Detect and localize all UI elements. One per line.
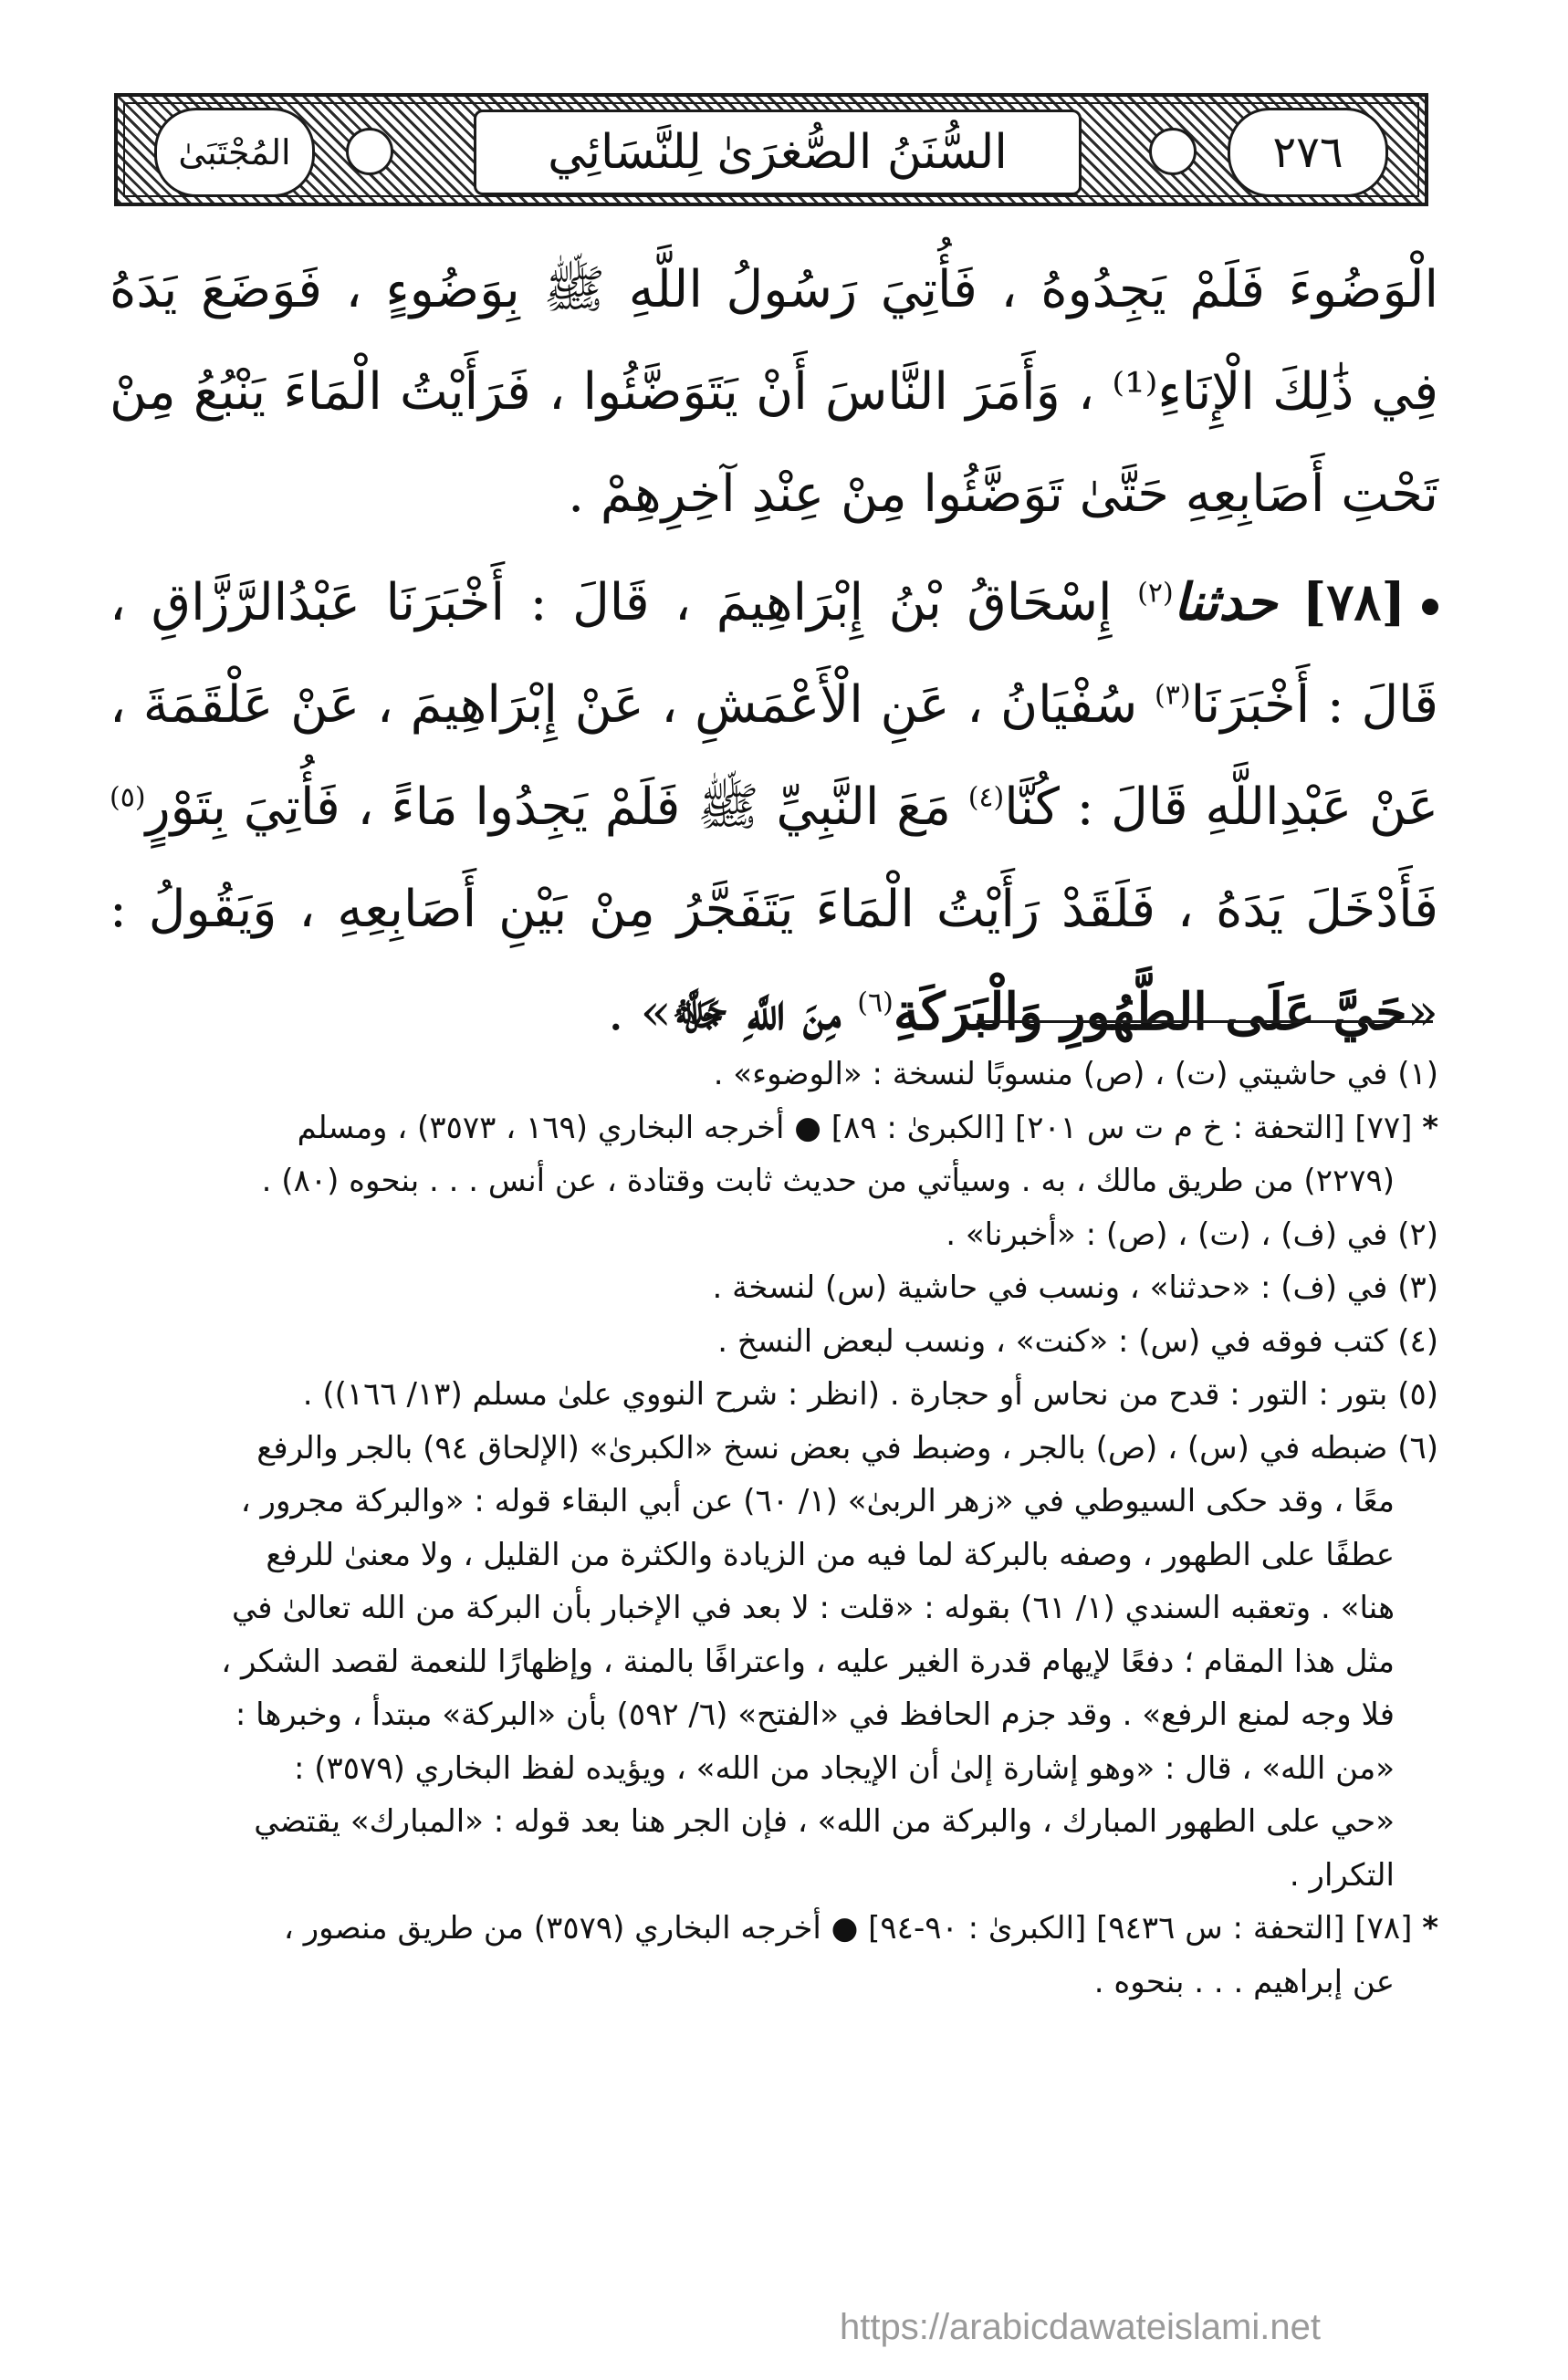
asterisk-icon: * <box>1422 1109 1438 1146</box>
hadith-78 <box>110 551 1438 1064</box>
footnote-6-line-6: فلا وجه لمنع الرفع» . وقد جزم الحافظ في «الفتح» (٦/ ٥٩٢) بأن «البركة» مبتدأ ، وخبرها : <box>235 1696 1395 1733</box>
footnote-6-line-8: «حي على الطهور المبارك ، والبركة من الله» ، فإن الجر هنا بعد قوله : «المبارك» يقتضي <box>254 1803 1395 1840</box>
book-title: السُّنَنُ الصُّغرَىٰ لِلنَّسَائِي <box>548 125 1008 180</box>
asterisk-icon: * <box>1422 1910 1438 1947</box>
footnote-6-line-2: معًا ، وقد حكى السيوطي في «زهر الربىٰ» (١/ ٦٠) عن أبي البقاء قوله : «والبركة مجرور ، <box>240 1483 1395 1519</box>
page-header <box>114 93 1428 206</box>
hadith-quote: حَيَّ عَلَى الطَّهُورِ وَالْبَرَكَةِ <box>893 982 1407 1042</box>
footnote-78-line-2: عن إبراهيم . . . بنحوه . <box>1093 1963 1395 2000</box>
footnote-78 <box>117 1902 1438 1956</box>
book-logo-text: المُجْتَبَىٰ <box>178 132 291 172</box>
hadith-number: [٧٨] <box>1301 572 1406 632</box>
hadith-lead-word: حدثنا <box>1173 572 1278 632</box>
footnote-6-line-5: مثل هذا المقام ؛ دفعًا لإيهام قدرة الغير عليه ، واعترافًا بالمنة ، وإظهارًا للنعمة لقصد الشكر ، <box>221 1643 1395 1680</box>
footnote-6-line-4: هنا» . وتعقبه السندي (١/ ٦١) بقوله : «قلت : لا بعد في الإخبار بأن البركة من الله تعالىٰ في <box>231 1590 1395 1626</box>
header-ornament-icon <box>1149 128 1197 175</box>
book-logo-medallion <box>154 108 315 197</box>
footnote-77-line-1: [٧٧] [التحفة : خ م ت س ٢٠١] [الكبرىٰ : ٨٩] ● أخرجه البخاري (١٦٩ ، ٣٥٧٣) ، ومسلم <box>297 1109 1413 1146</box>
footnote-ref-3: (٣) <box>1155 679 1191 712</box>
hadith-quote-end: مِنَ اللَّهِ ﷻ <box>671 982 841 1042</box>
footnote-6-line-9: التكرار . <box>1289 1856 1395 1894</box>
hadith-text-2: سُفْيَانُ ، عَنِ الْأَعْمَشِ ، عَنْ إِبْرَاهِيمَ ، عَنْ عَلْقَمَةَ ، عَنْ عَبْدِاللَّهِ قَالَ : كُنَّا <box>110 675 1438 837</box>
hadith-text-3: مَعَ النَّبِيِّ ﷺ فَلَمْ يَجِدُوا مَاءً ، فَأُتِيَ بِتَوْرٍ <box>145 778 951 837</box>
footnote-2: (٢) في (ف) ، (ت) ، (ص) : «أخبرنا» . <box>946 1216 1438 1253</box>
paragraph-continuation: الْوَضُوءَ فَلَمْ يَجِدُوهُ ، فَأُتِيَ رَسُولُ اللَّهِ ﷺ بِوَضُوءٍ ، فَوَضَعَ يَدَهُ فِي ذَٰلِكَ الْإِنَاءِ⁽¹⁾ ، وَأَمَرَ النَّاسَ أَنْ يَتَوَضَّئُوا ، فَرَأَيْتُ الْمَاءَ يَنْبُعُ مِنْ تَحْتِ أَصَابِعِهِ حَتَّىٰ تَوَضَّئُوا مِنْ عِنْدِ آخِرِهِمْ . <box>110 260 1438 524</box>
footnote-78-line-1: [٧٨] [التحفة : س ٩٤٣٦] [الكبرىٰ : ٩٠-٩٤] ● أخرجه البخاري (٣٥٧٩) من طريق منصور ، <box>283 1910 1413 1947</box>
hadith-text-1: إِسْحَاقُ بْنُ إِبْرَاهِيمَ ، قَالَ : أَخْبَرَنَا عَبْدُالرَّزَّاقِ ، قَالَ : أَخْبَرَنَا <box>110 573 1438 735</box>
header-ornament-icon <box>346 128 393 175</box>
footnote-ref-2: (٢) <box>1137 577 1174 610</box>
page-number-badge <box>1228 108 1388 197</box>
footnote-77 <box>117 1101 1438 1155</box>
footnote-1: (١) في حاشيتي (ت) ، (ص) منسوبًا لنسخة : «الوضوء» . <box>713 1056 1438 1092</box>
page-number: ٢٧٦ <box>1272 127 1343 178</box>
watermark-url: https://arabicdawateislami.net <box>840 2307 1321 2347</box>
footnotes <box>117 1048 1438 2009</box>
footnote-6-line-3: عطفًا على الطهور ، وصفه بالبركة لما فيه من الزيادة والكثرة من القليل ، ولا معنىٰ للرفع <box>266 1536 1395 1573</box>
footnote-ref-6: (٦) <box>857 986 894 1019</box>
hadith-closing: » . <box>607 983 672 1042</box>
main-text <box>110 239 1438 1064</box>
bullet-icon <box>1422 599 1438 615</box>
footnote-4: (٤) كتب فوقه في (س) : «كنت» ، ونسب لبعض النسخ . <box>717 1322 1438 1360</box>
footnote-6-line-1: (٦) ضبطه في (س) ، (ص) بالجر ، وضبط في بعض نسخ «الكبرىٰ» (الإلحاق ٩٤) بالجر والرفع <box>256 1429 1438 1467</box>
footnote-ref-5: (٥) <box>110 781 146 814</box>
hadith-text-4: فَأَدْخَلَ يَدَهُ ، فَلَقَدْ رَأَيْتُ الْمَاءَ يَتَفَجَّرُ مِنْ بَيْنِ أَصَابِعِهِ ، وَيَقُولُ : « <box>110 880 1438 1042</box>
footnote-6-line-7: «من الله» ، قال : «وهو إشارة إلىٰ أن الإيجاد من الله» ، ويؤيده لفظ البخاري (٣٥٧٩) : <box>293 1749 1395 1787</box>
header-title-box <box>474 110 1082 195</box>
footnote-5: (٥) بتور : التور : قدح من نحاس أو حجارة . (انظر : شرح النووي علىٰ مسلم (١٣/ ١٦٦)) . <box>302 1376 1438 1413</box>
footnote-77-line-2: (٢٢٧٩) من طريق مالك ، به . وسيأتي من حديث ثابت وقتادة ، عن أنس . . . بنحوه (٨٠) . <box>261 1163 1395 1199</box>
footnote-ref-4: (٤) <box>967 781 1005 814</box>
footnote-3: (٣) في (ف) : «حدثنا» ، ونسب في حاشية (س) لنسخة . <box>712 1269 1438 1306</box>
footnote-divider <box>977 1020 1433 1023</box>
